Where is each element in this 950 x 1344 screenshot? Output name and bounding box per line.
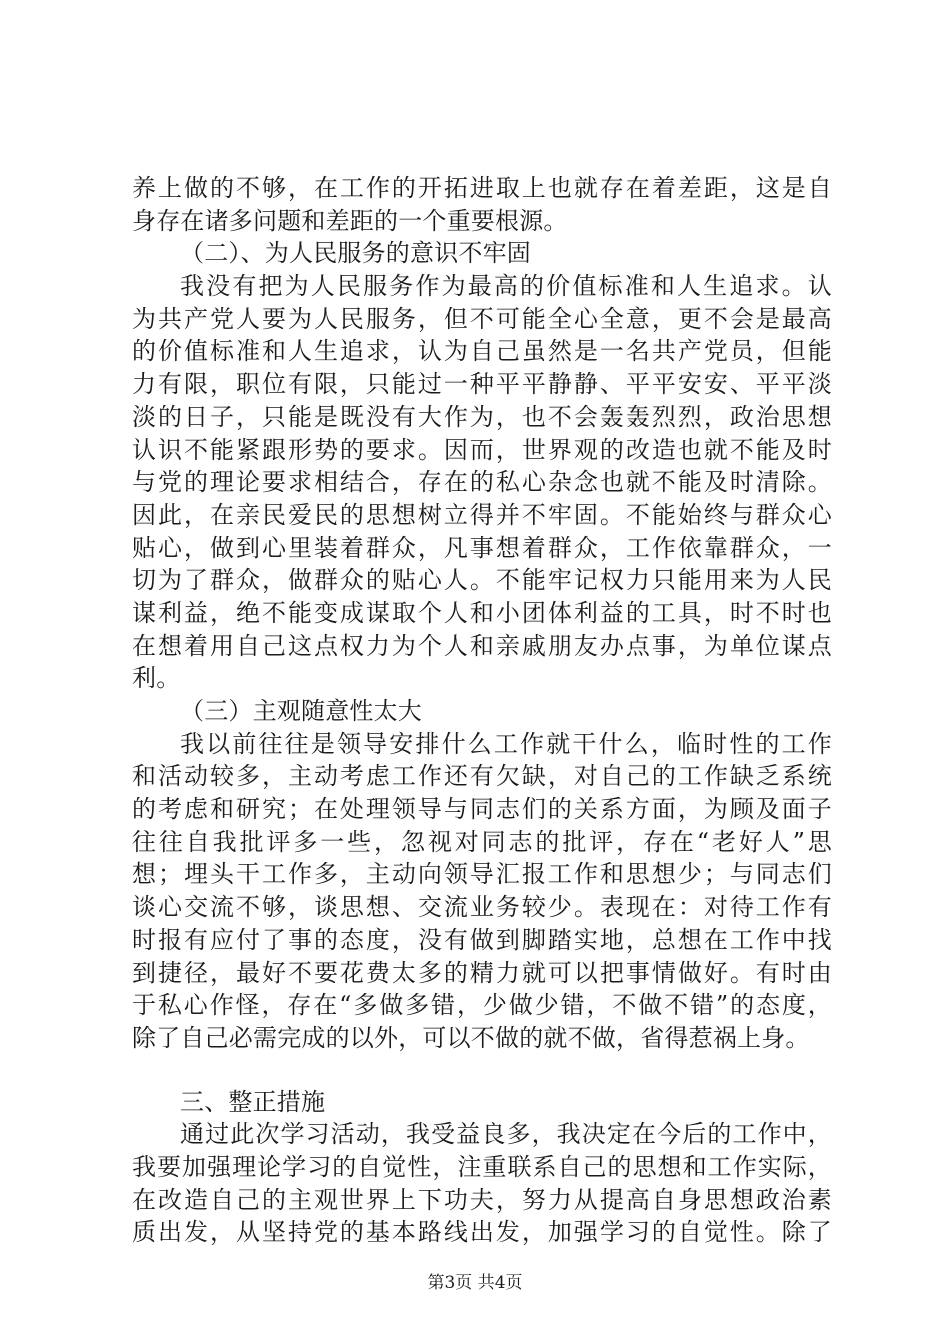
text-line: 的价值标准和人生追求，认为自己虽然是一名共产党员，但能 <box>132 337 832 366</box>
text-line: 与党的理论要求相结合，存在的私心杂念也就不能及时清除。 <box>132 468 832 497</box>
text-line: 到捷径，最好不要花费太多的精力就可以把事情做好。有时由 <box>132 958 832 987</box>
text-line: 质出发，从坚持党的基本路线出发，加强学习的自觉性。除了 <box>132 1218 832 1247</box>
text-line: 想；埋头干工作多，主动向领导汇报工作和思想少；与同志们 <box>132 860 832 889</box>
text-line: 我要加强理论学习的自觉性，注重联系自己的思想和工作实际， <box>132 1152 832 1181</box>
text-line: 切为了群众，做群众的贴心人。不能牢记权力只能用来为人民 <box>132 566 832 595</box>
section-heading-measures <box>132 1086 832 1119</box>
section-heading-2 <box>132 237 832 270</box>
text-line: 在想着用自己这点权力为个人和亲戚朋友办点事，为单位谋点 <box>132 631 832 660</box>
heading-text: （二）、为人民服务的意识不牢固 <box>180 239 531 268</box>
paragraph-service-awareness <box>132 270 832 695</box>
text-line: 养上做的不够，在工作的开拓进取上也就存在着差距，这是自 <box>132 174 832 202</box>
heading-text: （三）主观随意性太大 <box>180 697 422 725</box>
text-line: 通过此次学习活动，我受益良多，我决定在今后的工作中， <box>180 1120 832 1149</box>
text-line: 利。 <box>132 664 181 693</box>
text-line: 在改造自己的主观世界上下功夫，努力从提高自身思想政治素 <box>132 1185 832 1214</box>
text-line: 除了自己必需完成的以外，可以不做的就不做，省得惹祸上身。 <box>132 1023 810 1052</box>
text-line: 为共产党人要为人民服务，但不可能全心全意，更不会是最高 <box>132 304 832 333</box>
text-line: 时报有应付了事的态度，没有做到脚踏实地，总想在工作中找 <box>132 925 832 954</box>
text-line: 往往自我批评多一些，忽视对同志的批评，存在“老好人”思 <box>132 827 832 856</box>
document-body <box>132 172 832 1249</box>
text-line: 的考虑和研究；在处理领导与同志们的关系方面，为顾及面子 <box>132 795 832 824</box>
text-line: 谋利益，绝不能变成谋取个人和小团体利益的工具，时不时也 <box>132 598 832 627</box>
paragraph-subjectivity <box>132 728 832 1055</box>
text-line: 和活动较多，主动考虑工作还有欠缺，对自己的工作缺乏系统 <box>132 762 832 791</box>
text-line: 谈心交流不够，谈思想、交流业务较少。表现在：对待工作有 <box>132 893 832 922</box>
paragraph-measures <box>132 1118 832 1249</box>
paragraph-continuation <box>132 172 832 237</box>
page-number-footer: 第3页 共4页 <box>427 1273 523 1293</box>
text-line: 因此，在亲民爱民的思想树立得并不牢固。不能始终与群众心 <box>132 500 832 529</box>
text-line: 我以前往往是领导安排什么工作就干什么，临时性的工作 <box>180 729 832 758</box>
paragraph-gap <box>132 1055 832 1086</box>
heading-text: 三、整正措施 <box>180 1087 326 1116</box>
text-line: 淡的日子，只能是既没有大作为，也不会轰轰烈烈，政治思想 <box>132 402 832 431</box>
text-line: 于私心作怪，存在“多做多错，少做少错，不做不错”的态度， <box>132 991 832 1020</box>
section-heading-3 <box>132 695 832 728</box>
text-line: 认识不能紧跟形势的要求。因而，世界观的改造也就不能及时 <box>132 435 832 464</box>
text-line: 身存在诸多问题和差距的一个重要根源。 <box>132 206 568 235</box>
text-line: 力有限，职位有限，只能过一种平平静静、平平安安、平平淡 <box>132 370 832 399</box>
text-line: 我没有把为人民服务作为最高的价值标准和人生追求。认 <box>180 272 832 301</box>
text-line: 贴心，做到心里装着群众，凡事想着群众，工作依靠群众，一 <box>132 533 832 562</box>
